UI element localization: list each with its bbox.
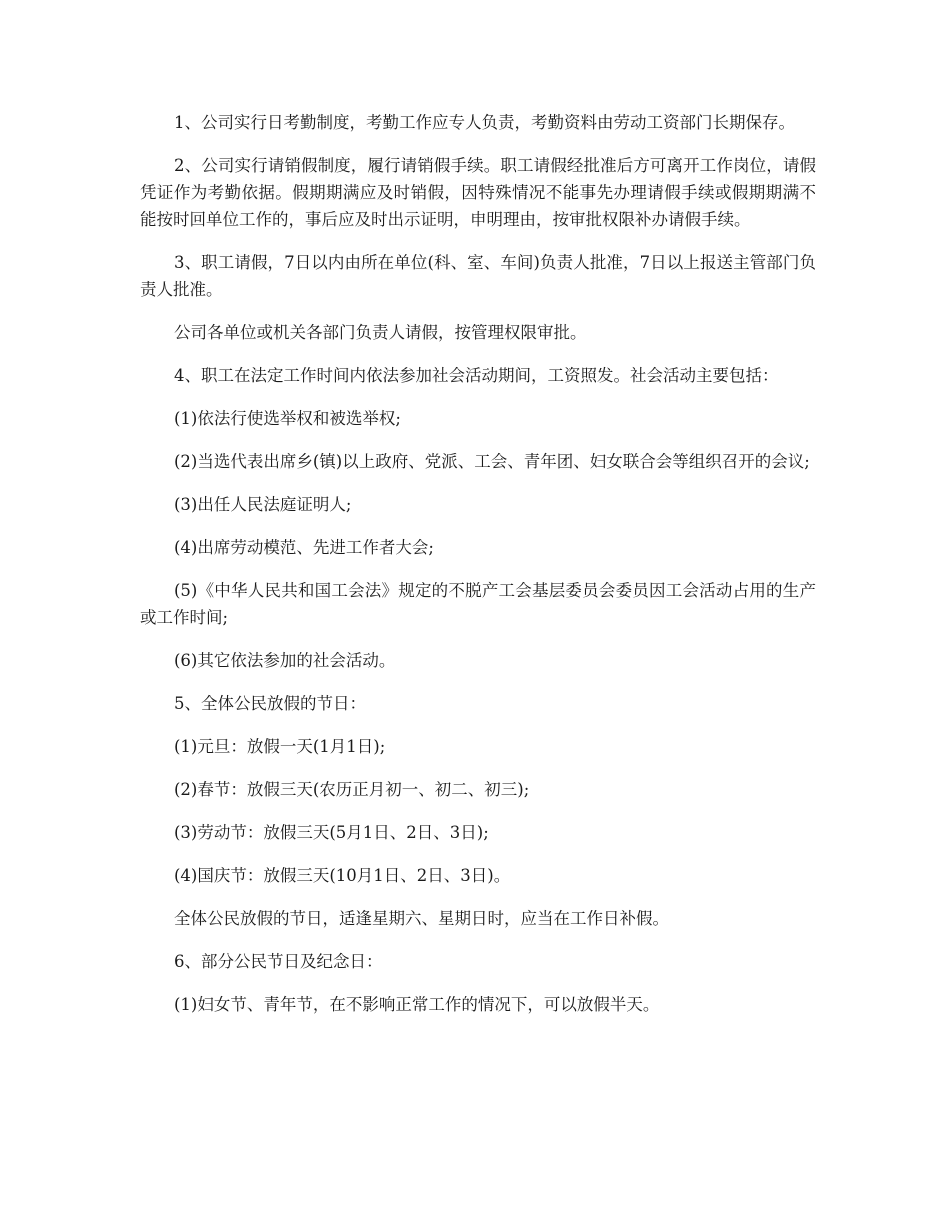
- paragraph-4-item-5: (5)《中华人民共和国工会法》规定的不脱产工会基层委员会委员因工会活动占用的生产或工作时间;: [140, 581, 816, 627]
- paragraph-3: 3、职工请假，7日以内由所在单位(科、室、车间)负责人批准，7日以上报送主管部门负责人批准。: [140, 253, 816, 299]
- paragraph-5-item-1: (1)元旦：放假一天(1月1日);: [174, 737, 386, 756]
- paragraph-4-item-3: (3)出任人民法庭证明人;: [174, 495, 352, 514]
- paragraph-4-item-4: (4)出席劳动模范、先进工作者大会;: [174, 538, 434, 557]
- paragraph-1: 1、公司实行日考勤制度，考勤工作应专人负责，考勤资料由劳动工资部门长期保存。: [174, 113, 795, 132]
- paragraph-6-item-1: (1)妇女节、青年节，在不影响正常工作的情况下，可以放假半天。: [174, 995, 660, 1014]
- paragraph-4: 4、职工在法定工作时间内依法参加社会活动期间，工资照发。社会活动主要包括：: [174, 366, 779, 385]
- paragraph-5-item-4: (4)国庆节：放假三天(10月1日、2日、3日)。: [174, 866, 511, 885]
- paragraph-2: 2、公司实行请销假制度，履行请销假手续。职工请假经批准后方可离开工作岗位，请假凭证作为考勤依据。假期期满应及时销假，因特殊情况不能事先办理请假手续或假期期满不能按时回单位工作的，事后应及时出示证明，申明理由，按审批权限补办请假手续。: [140, 156, 816, 229]
- paragraph-4-item-2: (2)当选代表出席乡(镇)以上政府、党派、工会、青年团、妇女联合会等组织召开的会议;: [174, 452, 810, 471]
- paragraph-4-item-1: (1)依法行使选举权和被选举权;: [174, 409, 401, 428]
- paragraph-4-item-6: (6)其它依法参加的社会活动。: [174, 651, 396, 670]
- paragraph-6: 6、部分公民节日及纪念日：: [174, 952, 383, 971]
- paragraph-5-item-2: (2)春节：放假三天(农历正月初一、初二、初三);: [174, 780, 530, 799]
- paragraph-5: 5、全体公民放假的节日：: [174, 694, 366, 713]
- paragraph-5-note: 全体公民放假的节日，适逢星期六、星期日时，应当在工作日补假。: [174, 909, 669, 928]
- paragraph-3-note: 公司各单位或机关各部门负责人请假，按管理权限审批。: [174, 323, 587, 342]
- paragraph-5-item-3: (3)劳动节：放假三天(5月1日、2日、3日);: [174, 823, 489, 842]
- document-body: [140, 109, 816, 1034]
